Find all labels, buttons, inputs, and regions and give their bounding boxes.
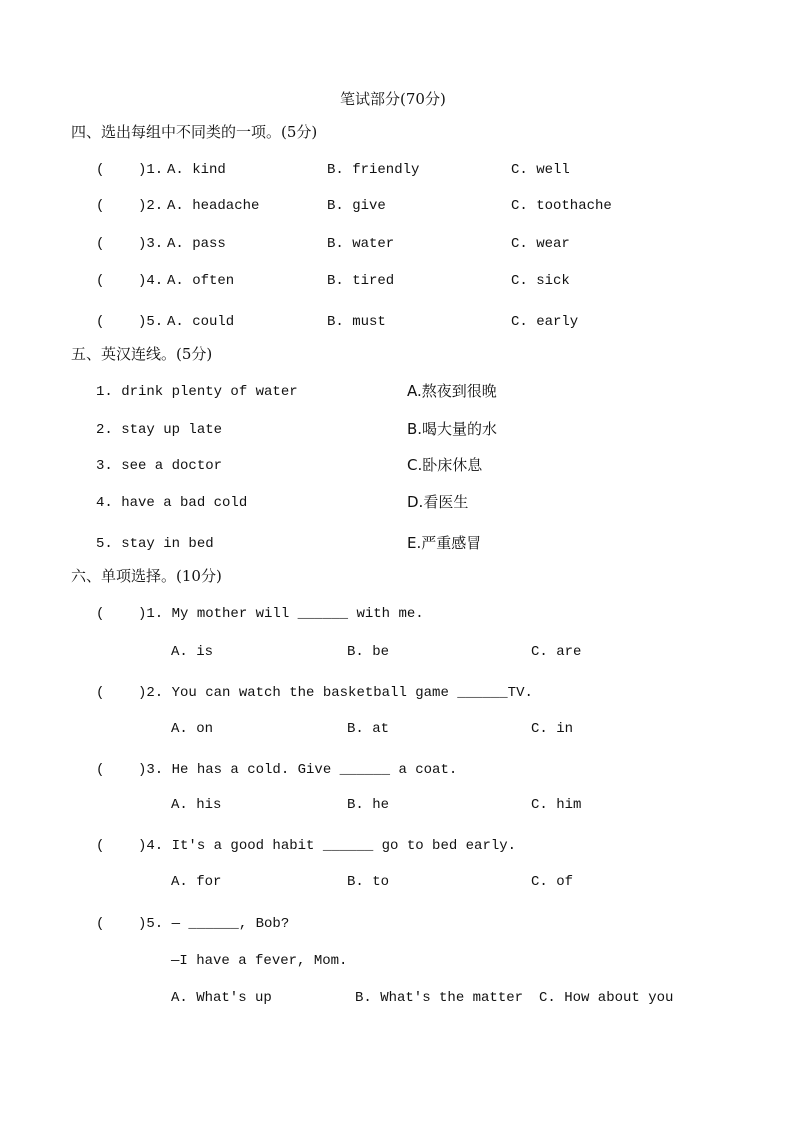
s5-left-item-5: 5. stay in bed xyxy=(96,536,214,552)
s4-q4-number: ( )4. xyxy=(96,273,164,289)
s5-right-item-d: D.看医生 xyxy=(407,493,469,511)
s6-q5-question: ( )5. — ______, Bob? xyxy=(96,916,290,932)
s6-q1-option-a: A. is xyxy=(171,644,214,660)
s6-q1-option-c: C. are xyxy=(531,644,582,660)
section6-heading: 六、单项选择。(10分) xyxy=(71,567,222,585)
section5-heading: 五、英汉连线。(5分) xyxy=(71,345,213,363)
s5-right-item-e: E.严重感冒 xyxy=(407,534,482,552)
s6-q2-question: ( )2. You can watch the basketball game ______TV. xyxy=(96,685,533,701)
s4-q3-option-b: B. water xyxy=(327,236,395,252)
s6-q1-question: ( )1. My mother will ______ with me. xyxy=(96,606,424,622)
s5-left-item-3: 3. see a doctor xyxy=(96,458,223,474)
s4-q3-option-a: A. pass xyxy=(167,236,226,252)
s4-q3-number: ( )3. xyxy=(96,236,164,252)
s6-q4-option-b: B. to xyxy=(347,874,390,890)
s4-q1-option-b: B. friendly xyxy=(327,162,420,178)
s4-q5-option-b: B. must xyxy=(327,314,386,330)
section4-heading: 四、选出每组中不同类的一项。(5分) xyxy=(71,123,318,141)
s6-q5-option-c: C. How about you xyxy=(539,990,674,1006)
s6-q2-option-b: B. at xyxy=(347,721,390,737)
s5-right-item-b: B.喝大量的水 xyxy=(407,420,498,438)
s4-q2-option-b: B. give xyxy=(327,198,386,214)
s6-q5-response: —I have a fever, Mom. xyxy=(171,953,348,969)
s6-q1-option-b: B. be xyxy=(347,644,390,660)
s4-q5-option-a: A. could xyxy=(167,314,235,330)
s4-q4-option-b: B. tired xyxy=(327,273,395,289)
s4-q5-number: ( )5. xyxy=(96,314,164,330)
s6-q5-option-b: B. What's the matter xyxy=(355,990,524,1006)
s4-q1-number: ( )1. xyxy=(96,162,164,178)
page-title: 笔试部分(70分) xyxy=(340,90,446,108)
s6-q5-option-a: A. What's up xyxy=(171,990,272,1006)
s6-q2-option-c: C. in xyxy=(531,721,574,737)
s6-q4-question: ( )4. It's a good habit ______ go to bed early. xyxy=(96,838,517,854)
s4-q4-option-c: C. sick xyxy=(511,273,570,289)
s6-q3-option-b: B. he xyxy=(347,797,390,813)
s4-q2-option-a: A. headache xyxy=(167,198,260,214)
s5-left-item-4: 4. have a bad cold xyxy=(96,495,248,511)
s6-q3-question: ( )3. He has a cold. Give ______ a coat. xyxy=(96,762,458,778)
s5-right-item-c: C.卧床休息 xyxy=(407,456,483,474)
s6-q3-option-a: A. his xyxy=(171,797,222,813)
s6-q4-option-a: A. for xyxy=(171,874,222,890)
s4-q2-option-c: C. toothache xyxy=(511,198,612,214)
s4-q2-number: ( )2. xyxy=(96,198,164,214)
s6-q2-option-a: A. on xyxy=(171,721,214,737)
s6-q4-option-c: C. of xyxy=(531,874,574,890)
s4-q5-option-c: C. early xyxy=(511,314,579,330)
s5-left-item-1: 1. drink plenty of water xyxy=(96,384,298,400)
s4-q4-option-a: A. often xyxy=(167,273,235,289)
s4-q1-option-c: C. well xyxy=(511,162,570,178)
s5-right-item-a: A.熬夜到很晚 xyxy=(407,382,497,400)
s4-q1-option-a: A. kind xyxy=(167,162,226,178)
s6-q3-option-c: C. him xyxy=(531,797,582,813)
s5-left-item-2: 2. stay up late xyxy=(96,422,223,438)
s4-q3-option-c: C. wear xyxy=(511,236,570,252)
